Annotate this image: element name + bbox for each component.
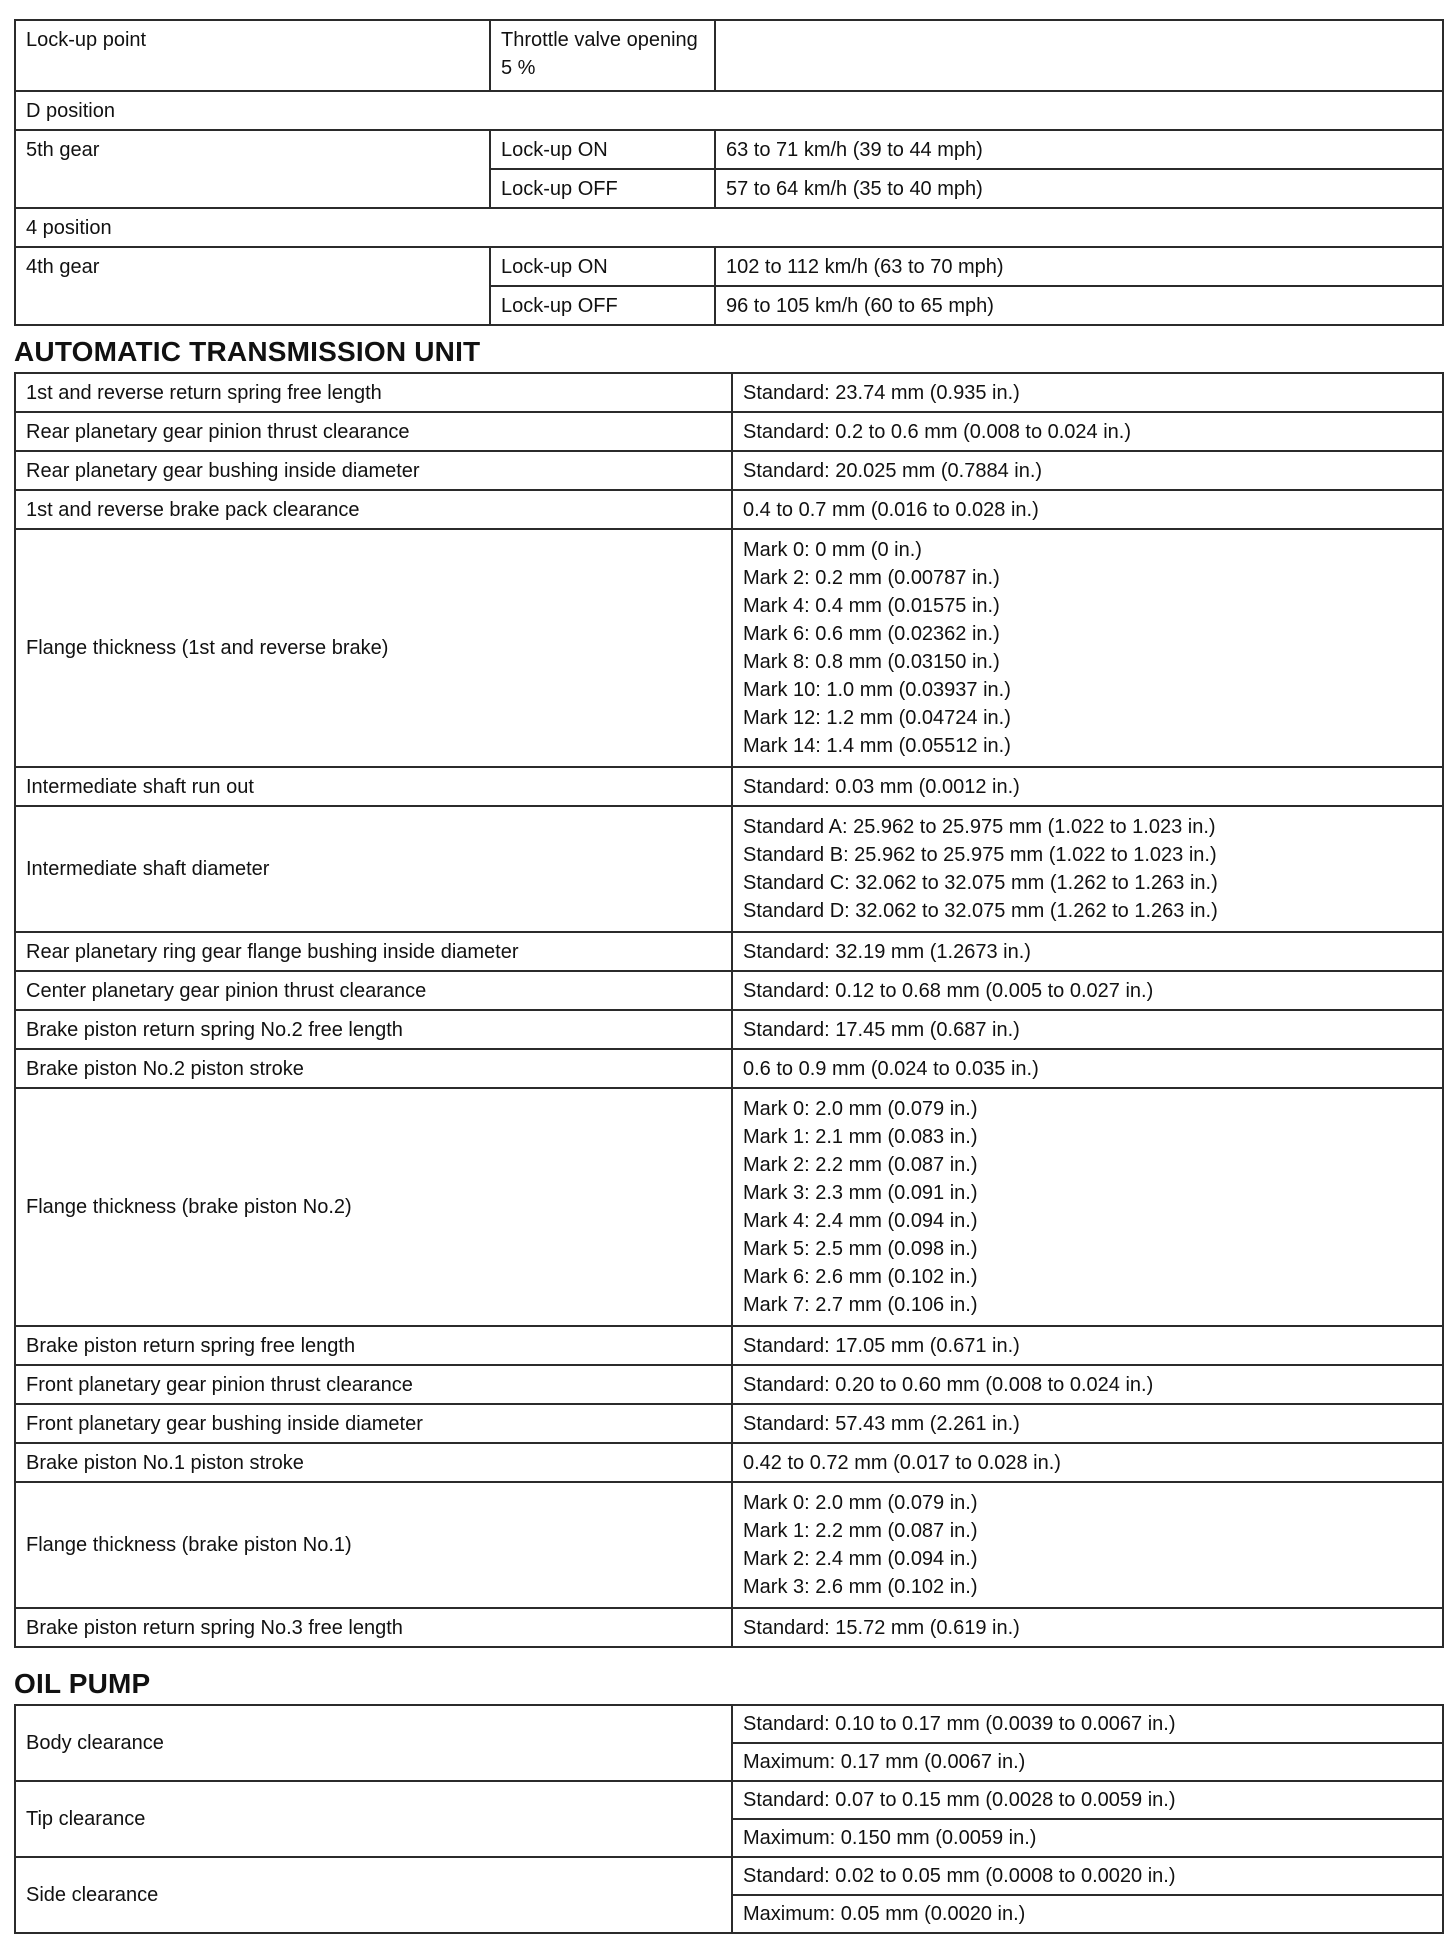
table-row [15,1443,1443,1482]
spec-value: Maximum: 0.05 mm (0.0020 in.) [732,1895,1443,1933]
spec-label: Front planetary gear bushing inside diameter [15,1404,732,1443]
spec-document [14,19,1444,1934]
speed-value: 96 to 105 km/h (60 to 65 mph) [715,286,1443,325]
spec-value: Standard: 0.10 to 0.17 mm (0.0039 to 0.0067 in.) [732,1705,1443,1743]
spec-value-line: Standard D: 32.062 to 32.075 mm (1.262 to 1.263 in.) [743,900,1218,922]
section-heading-oil-pump: OIL PUMP [14,1668,151,1699]
section-row [15,91,1443,130]
spec-label: 1st and reverse return spring free length [15,373,732,412]
spec-value-line: Standard: 23.74 mm (0.935 in.) [743,381,1020,404]
spec-value [732,1326,1443,1365]
table-row [15,1365,1443,1404]
lockup-state: Lock-up OFF [490,169,715,208]
speed-value: 102 to 112 km/h (63 to 70 mph) [715,247,1443,286]
table-row [15,1049,1443,1088]
spec-value [732,932,1443,971]
table-row [15,1010,1443,1049]
spec-value-line: Mark 8: 0.8 mm (0.03150 in.) [743,651,1000,673]
lockup-point-table [14,19,1444,326]
spec-value [732,373,1443,412]
spec-label: Brake piston return spring free length [15,1326,732,1365]
spec-value-line: Mark 6: 0.6 mm (0.02362 in.) [743,623,1000,645]
spec-value-line: Mark 10: 1.0 mm (0.03937 in.) [743,679,1011,701]
spec-value: Standard: 0.02 to 0.05 mm (0.0008 to 0.0020 in.) [732,1857,1443,1895]
spec-value-line: Standard: 17.05 mm (0.671 in.) [743,1334,1020,1357]
spec-value [732,1088,1443,1326]
table-row [15,1857,1443,1895]
lockup-state: Lock-up ON [490,130,715,169]
spec-label: Brake piston No.1 piston stroke [15,1443,732,1482]
table-row [15,1404,1443,1443]
spec-value-line: Mark 6: 2.6 mm (0.102 in.) [743,1266,978,1288]
speed-value: 63 to 71 km/h (39 to 44 mph) [715,130,1443,169]
spec-value-line: 0.4 to 0.7 mm (0.016 to 0.028 in.) [743,498,1039,521]
spec-value-line: Mark 7: 2.7 mm (0.106 in.) [743,1294,978,1316]
spec-value-line: Mark 0: 2.0 mm (0.079 in.) [743,1098,978,1120]
section-title-4-position: 4 position [15,208,1443,247]
spec-value-line: Standard: 0.20 to 0.60 mm (0.008 to 0.024 in.) [743,1373,1154,1396]
spec-label: Center planetary gear pinion thrust clearance [15,971,732,1010]
oil-pump-spec-table [14,1704,1444,1934]
spec-label: Brake piston No.2 piston stroke [15,1049,732,1088]
spec-value-line: Mark 4: 2.4 mm (0.094 in.) [743,1210,978,1232]
table-row [15,247,1443,286]
spec-value: Maximum: 0.17 mm (0.0067 in.) [732,1743,1443,1781]
spec-value [732,451,1443,490]
spec-value [732,490,1443,529]
lockup-point-label: Lock-up point [15,20,490,91]
spec-value: Maximum: 0.150 mm (0.0059 in.) [732,1819,1443,1857]
table-row [15,373,1443,412]
spec-label: Rear planetary gear pinion thrust clearance [15,412,732,451]
spec-value [732,1482,1443,1608]
spec-value [732,1608,1443,1647]
spec-value-line: Standard: 0.12 to 0.68 mm (0.005 to 0.027 in.) [743,979,1154,1002]
spec-value-line: Standard: 57.43 mm (2.261 in.) [743,1412,1020,1435]
spec-value-line: Mark 2: 2.4 mm (0.094 in.) [743,1548,978,1570]
spec-value-line: 0.42 to 0.72 mm (0.017 to 0.028 in.) [743,1451,1061,1474]
spec-value-line: Standard: 0.2 to 0.6 mm (0.008 to 0.024 in.) [743,420,1132,443]
spec-value [732,1404,1443,1443]
spec-value-line: Mark 4: 0.4 mm (0.01575 in.) [743,595,1000,617]
table-row [15,1608,1443,1647]
spec-value-line: Standard B: 25.962 to 25.975 mm (1.022 to 1.023 in.) [743,844,1217,866]
spec-value-line: Standard: 0.03 mm (0.0012 in.) [743,775,1020,798]
table-row [15,130,1443,169]
gear-label: 5th gear [15,130,490,208]
speed-value: 57 to 64 km/h (35 to 40 mph) [715,169,1443,208]
spec-value [732,1010,1443,1049]
lockup-state: Lock-up ON [490,247,715,286]
table-row [15,412,1443,451]
spec-value-line: Mark 3: 2.3 mm (0.091 in.) [743,1182,978,1204]
spec-label: Rear planetary gear bushing inside diameter [15,451,732,490]
spec-value [732,971,1443,1010]
spec-value [732,1443,1443,1482]
spec-value [732,1365,1443,1404]
table-row [15,1326,1443,1365]
spec-value-line: Mark 5: 2.5 mm (0.098 in.) [743,1238,978,1260]
throttle-condition: Throttle valve opening 5 % [490,20,715,91]
table-row [15,1088,1443,1326]
spec-label: Side clearance [15,1857,732,1933]
spec-label: Tip clearance [15,1781,732,1857]
spec-value [732,806,1443,932]
section-title-d-position: D position [15,91,1443,130]
gear-label: 4th gear [15,247,490,325]
spec-label: Brake piston return spring No.2 free length [15,1010,732,1049]
spec-value-line: 0.6 to 0.9 mm (0.024 to 0.035 in.) [743,1057,1039,1080]
spec-label: Flange thickness (brake piston No.2) [15,1088,732,1326]
spec-value-line: Mark 12: 1.2 mm (0.04724 in.) [743,707,1011,729]
empty-cell [715,20,1443,91]
lockup-state: Lock-up OFF [490,286,715,325]
spec-label: Intermediate shaft run out [15,767,732,806]
spec-value [732,1049,1443,1088]
table-row [15,767,1443,806]
table-row [15,1705,1443,1743]
spec-value: Standard: 0.07 to 0.15 mm (0.0028 to 0.0059 in.) [732,1781,1443,1819]
table-row [15,932,1443,971]
spec-label: Front planetary gear pinion thrust clearance [15,1365,732,1404]
table-row [15,806,1443,932]
spec-value-line: Standard: 20.025 mm (0.7884 in.) [743,459,1043,482]
spec-label: Intermediate shaft diameter [15,806,732,932]
spec-label: 1st and reverse brake pack clearance [15,490,732,529]
spec-value-line: Standard C: 32.062 to 32.075 mm (1.262 to 1.263 in.) [743,872,1218,894]
spec-value-line: Mark 1: 2.2 mm (0.087 in.) [743,1520,978,1542]
table-row [15,529,1443,767]
spec-value-line: Mark 3: 2.6 mm (0.102 in.) [743,1576,978,1598]
spec-label: Flange thickness (brake piston No.1) [15,1482,732,1608]
spec-value-line: Standard A: 25.962 to 25.975 mm (1.022 to 1.023 in.) [743,816,1216,838]
spec-value-line: Mark 0: 0 mm (0 in.) [743,539,922,561]
spec-value-line: Standard: 15.72 mm (0.619 in.) [743,1616,1020,1639]
spec-value-line: Mark 2: 0.2 mm (0.00787 in.) [743,567,1000,589]
table-row [15,1781,1443,1819]
spec-value-line: Mark 2: 2.2 mm (0.087 in.) [743,1154,978,1176]
spec-value-line: Mark 14: 1.4 mm (0.05512 in.) [743,735,1011,757]
table-row [15,451,1443,490]
spec-value [732,529,1443,767]
spec-label: Body clearance [15,1705,732,1781]
spec-label: Flange thickness (1st and reverse brake) [15,529,732,767]
table-row [15,971,1443,1010]
spec-value-line: Standard: 17.45 mm (0.687 in.) [743,1018,1020,1041]
section-row [15,208,1443,247]
table-row [15,490,1443,529]
section-heading-atu: AUTOMATIC TRANSMISSION UNIT [14,336,481,367]
table-row [15,20,1443,91]
spec-value [732,412,1443,451]
spec-value-line: Mark 1: 2.1 mm (0.083 in.) [743,1126,978,1148]
spec-value-line: Mark 0: 2.0 mm (0.079 in.) [743,1492,978,1514]
spec-label: Rear planetary ring gear flange bushing inside diameter [15,932,732,971]
spec-value-line: Standard: 32.19 mm (1.2673 in.) [743,940,1031,963]
atu-spec-table [14,372,1444,1648]
table-row [15,1482,1443,1608]
spec-label: Brake piston return spring No.3 free length [15,1608,732,1647]
spec-value [732,767,1443,806]
